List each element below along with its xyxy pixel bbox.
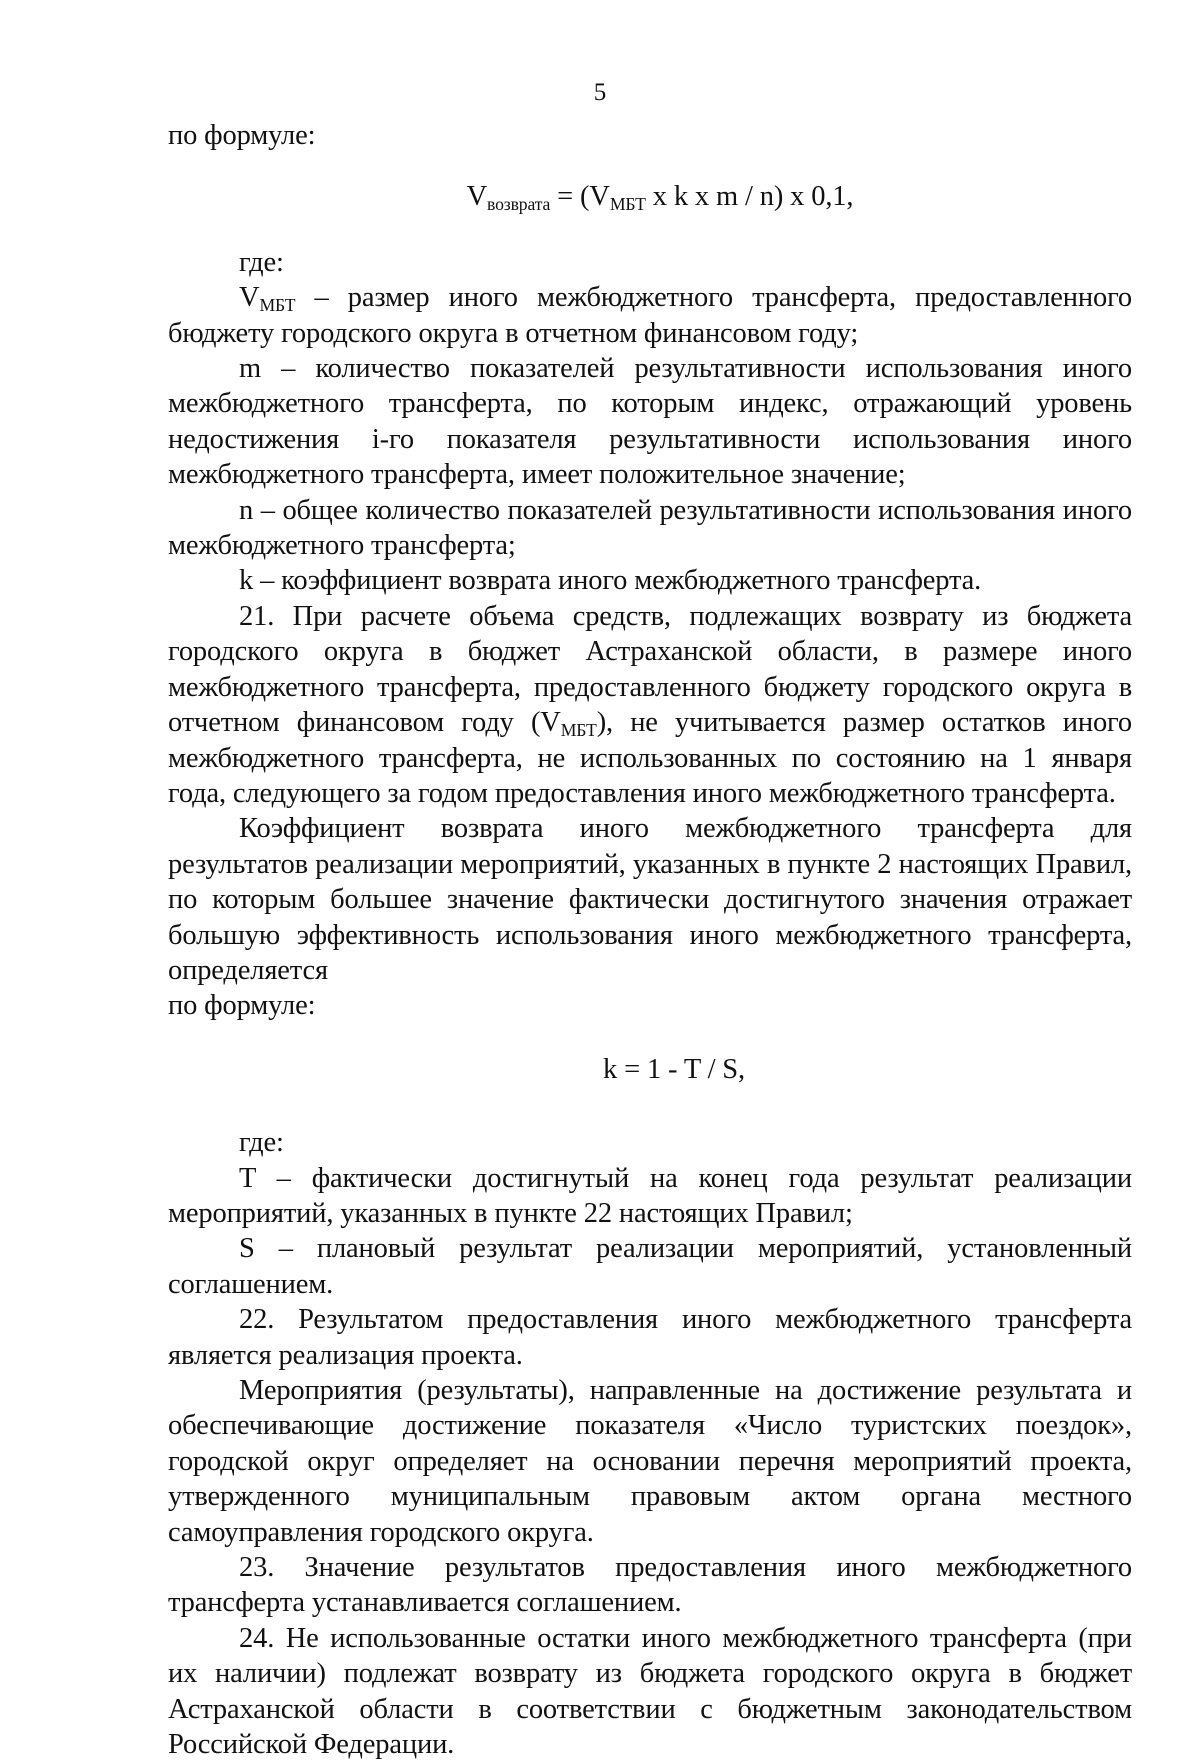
formula-eq-open: = (V	[550, 181, 610, 213]
where-label-2: где:	[239, 1127, 284, 1159]
paragraph-coefficient: Коэффициент возврата иного межбюджетного трансферта для результатов реализации мероприятий, указанных в пункте 2 настоящих Правил, по которым большее значение фактически достигнутого значения отражает большую эффективность использования иного межбюджетного трансферта, определяется	[168, 813, 1132, 986]
paragraph-events: Мероприятия (результаты), направленные на достижение результата и обеспечивающие достижение показателя «Число туристских поездок», городской округ определяет на основании перечня мероприятий проекта, утвержденного муниципальным правовым актом органа местного самоуправления городского округа.	[168, 1375, 1132, 1548]
paragraph-coefficient-end: по формуле:	[168, 990, 316, 1022]
definition-vmbt	[168, 280, 1132, 351]
paragraph-23: 23. Значение результатов предоставления иного межбюджетного трансферта устанавливается соглашением.	[168, 1552, 1132, 1619]
definition-n: n – общее количество показателей результативности использования иного межбюджетного трансферта;	[168, 494, 1132, 562]
formula-coefficient: k = 1 - T / S,	[603, 1053, 745, 1085]
p21-after: ), не учитывается размер остатков иного межбюджетного трансферта, не использованных по состоянию на 1 января года, следующего за годом предоставления иного межбюджетного трансферта.	[168, 707, 1132, 809]
definition-t: T – фактически достигнутый на конец года результат реализации мероприятий, указанных в пункте 22 настоящих Правил;	[168, 1162, 1132, 1229]
vmbt-symbol: V	[239, 282, 260, 314]
p21-before: 21. При расчете объема средств, подлежащих возврату из бюджета городского округа в бюджет Астраханской области, в размере иного межбюджетного трансферта, предоставленного бюджету городского округа в отчетном финансовом году (V	[168, 600, 1132, 739]
paragraph-24: 24. Не использованные остатки иного межбюджетного трансферта (при их наличии) подлежат возврату из бюджета городского округа в бюджет Астраханской области в соответствии с бюджетным законодательством Российской Федерации.	[168, 1622, 1132, 1761]
definition-m: m – количество показателей результативности использования иного межбюджетного трансферта, по которым индекс, отражающий уровень недостижения i-го показателя результативности использования иного межбюджетного трансферта, имеет положительное значение;	[168, 353, 1132, 491]
document-body	[168, 118, 1132, 1762]
page-number: 5	[593, 79, 607, 106]
definition-s: S – плановый результат реализации мероприятий, установленный соглашением.	[168, 1233, 1132, 1300]
definition-k: k – коэффициент возврата иного межбюджетного трансферта.	[239, 565, 982, 597]
formula-v-subscript: возврата	[487, 194, 551, 215]
where-label-1: где:	[239, 246, 284, 278]
formula-vmbt-subscript: МБТ	[609, 194, 646, 215]
formula-return-volume	[168, 179, 1132, 214]
vmbt-text: – размер иного межбюджетного трансферта, предоставленного бюджету городского округа в отчетном финансовом году;	[168, 282, 1132, 349]
paragraph-22: 22. Результатом предоставления иного межбюджетного трансферта является реализация проекта.	[168, 1304, 1132, 1371]
p21-subscript: МБТ	[560, 720, 597, 741]
vmbt-subscript: МБТ	[259, 295, 296, 316]
paragraph-21	[168, 599, 1132, 811]
intro-line: по формуле:	[168, 120, 316, 151]
formula-v-symbol: V	[466, 181, 488, 213]
formula-rest: x k x m / n) x 0,1,	[645, 181, 854, 213]
